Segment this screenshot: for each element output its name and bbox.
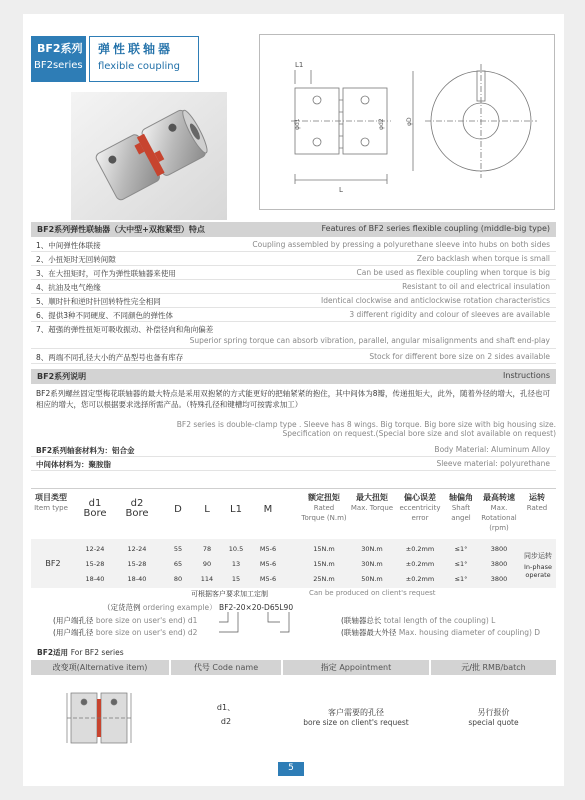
feature-en: Resistant to oil and electrical insulation [402, 282, 550, 291]
feature-cn: 3、在大扭矩时，可作为弹性联轴器来使用 [36, 269, 176, 278]
alt-header-item [31, 660, 169, 675]
operation-cn: 同步运转 [524, 552, 552, 560]
series-cn: BF2系列 [37, 42, 83, 55]
cell-d1: 12-24 [85, 545, 105, 553]
series-badge [31, 36, 86, 82]
alt-header-cn: 改变项 [52, 663, 77, 672]
cell-L: 78 [202, 545, 212, 553]
col-header-rated-torque [301, 493, 347, 523]
alt-header-cn: 指定 [320, 663, 337, 672]
catalog-page [23, 14, 564, 786]
dim-d2-label: φd2 [378, 118, 385, 130]
alt-cell-appointment [283, 675, 429, 760]
ordering-cn: （定货范例 [103, 603, 141, 612]
instructions-bar [31, 369, 556, 384]
cell-L: 114 [200, 575, 214, 583]
ordering-D-cn: (联轴器最大外径 [341, 628, 397, 637]
cell-M: M5-6 [259, 575, 277, 583]
feature-item [31, 239, 556, 252]
cell-D: 65 [173, 560, 183, 568]
feature-cn: 5、顺时针和逆时针回转特性完全相同 [36, 297, 161, 306]
header-en: Rated Torque (N.m) [301, 504, 347, 522]
operation-en: In-phase operate [524, 563, 552, 579]
cell-max-torque: 50N.m [361, 575, 383, 583]
ordering-example [103, 602, 293, 613]
alt-cell-price [431, 675, 556, 760]
feature-item [31, 281, 556, 294]
col-header-L: L [204, 504, 210, 515]
col-header-d2: d2 Bore [125, 498, 149, 519]
custom-note-cn: 可根据客户要求加工定制 [191, 590, 268, 598]
alt-header-appointment [283, 660, 429, 675]
header-en: Rated [526, 504, 548, 512]
feature-en: Can be used as flexible coupling when torque is big [356, 268, 550, 277]
technical-drawing [259, 34, 555, 210]
cell-D: 80 [173, 575, 183, 583]
alt-header-price [431, 660, 556, 675]
cell-rated-torque: 25N.m [313, 575, 335, 583]
col-header-L1: L1 [230, 504, 242, 515]
spec-table [31, 488, 556, 598]
dim-d1-label: φd1 [294, 118, 301, 130]
ordering-D-en: Max. housing diameter of coupling) D [398, 628, 541, 637]
feature-cn: 4、抗油及电气绝缘 [36, 283, 101, 292]
appoint-cn: 客户需要的孔径 [328, 708, 384, 717]
appoint-en: bore size on client's request [303, 718, 409, 727]
ordering-d2-cn: (用户端孔径 [53, 628, 94, 637]
ordering-en: ordering example） [142, 603, 217, 612]
header-en: Shaft angel [451, 504, 471, 522]
col-header-eccentricity [395, 493, 445, 523]
features-title-en: Features of BF2 series flexible coupling (middle-big type) [321, 224, 550, 233]
features-bar [31, 222, 556, 237]
product-name-cn: 弹性联轴器 [98, 42, 174, 56]
feature-item [31, 295, 556, 308]
cell-max-rpm: 3800 [490, 575, 508, 583]
cell-L1: 10.5 [228, 545, 244, 553]
hub-material-en: Body Material: Aluminum Alloy [434, 445, 550, 454]
header-cn: 运转 [529, 493, 545, 502]
header-cn: 额定扭矩 [308, 493, 340, 502]
series-en: BF2series [34, 60, 83, 71]
feature-item [31, 323, 556, 349]
cell-shaft-angel: ≤1° [454, 575, 468, 583]
alt-coupling-drawing [31, 675, 169, 760]
cell-eccentricity: ±0.2mm [405, 575, 435, 583]
header-en: Item type [34, 504, 68, 512]
alt-cell-code: d1、 d2 [216, 703, 236, 726]
col-header-shaft-angel [443, 493, 479, 523]
product-name-en: flexible coupling [98, 61, 180, 72]
header-cn: 偏心误差 [404, 493, 436, 502]
cell-M: M5-6 [259, 560, 277, 568]
feature-item [31, 309, 556, 322]
cell-eccentricity: ±0.2mm [405, 560, 435, 568]
ordering-L [341, 615, 495, 626]
feature-en: Superior spring torque can absorb vibration, parallel, angular misalignments and shaft end-play [189, 336, 550, 345]
ordering-d1 [53, 615, 197, 626]
alt-header-cn: 代号 [193, 663, 210, 672]
alt-cell-image [31, 675, 169, 760]
header-cn: 最大扭矩 [356, 493, 388, 502]
feature-cn: 2、小扭矩时无回转间隙 [36, 255, 116, 264]
alt-header-code [171, 660, 281, 675]
alt-header-en: Appointment [339, 663, 392, 672]
col-header-D: D [174, 504, 182, 515]
cell-shaft-angel: ≤1° [454, 545, 468, 553]
feature-item [31, 267, 556, 280]
header-en: Max. Torque [350, 504, 394, 512]
ordering-code: BF2-20×20-D65L90 [219, 603, 294, 612]
cell-L1: 13 [231, 560, 241, 568]
ordering-d2 [53, 627, 197, 638]
cell-d1: 15-28 [85, 560, 105, 568]
sleeve-material [31, 458, 556, 471]
alternative-table [31, 660, 556, 760]
features-title-cn: BF2系列弹性联轴器（大中型+双抱紧型）特点 [37, 225, 205, 234]
feature-en: Zero backlash when torque is small [416, 254, 550, 263]
cell-d2: 15-28 [127, 560, 147, 568]
price-cn: 另行报价 [477, 708, 510, 717]
cell-d1: 18-40 [85, 575, 105, 583]
cell-d2: 12-24 [127, 545, 147, 553]
dim-L-label: L [339, 186, 343, 194]
product-name-box [89, 36, 199, 82]
alt-header-en: RMB/batch [482, 663, 526, 672]
instructions-text-en-2: Specification on request.(Special bore size and slot available on request) [282, 429, 556, 438]
feature-en: Stock for different bore size on 2 sides available [369, 352, 550, 361]
alt-header-cn: 元/批 [461, 663, 480, 672]
cell-shaft-angel: ≤1° [454, 560, 468, 568]
sleeve-material-en: Sleeve material: polyurethane [436, 459, 550, 468]
bf2-for-cn: BF2适用 [37, 648, 69, 657]
instructions-text-cn: BF2系列螺丝固定型梅花联轴器的最大特点是采用双抱紧的方式能更好的把轴紧紧的抱住，其中间体为8瓣，传递扭矩大，此外，随着外径的增大，孔径也可相应的增大，您可以根据要求选择所需产品。（特殊孔径和键槽均可按需求加工） [36, 389, 550, 409]
cell-max-rpm: 3800 [490, 545, 508, 553]
cell-max-rpm: 3800 [490, 560, 508, 568]
dim-l1-label: L1 [295, 61, 304, 69]
feature-item [31, 253, 556, 266]
page-number: 5 [278, 762, 304, 776]
dim-D-label: φD [406, 117, 413, 126]
feature-cn: 1、中间弹性体联接 [36, 241, 101, 250]
feature-en: Identical clockwise and anticlockwise rotation characteristics [321, 296, 550, 305]
col-header-item-type [31, 493, 71, 513]
alt-header-en: (Alternative item) [76, 663, 148, 672]
feature-cn: 7、超强的弹性扭矩可吸收振动、补偿径向和角向偏差 [36, 325, 214, 334]
ordering-d1-cn: (用户端孔径 [53, 616, 94, 625]
cell-eccentricity: ±0.2mm [405, 545, 435, 553]
col-header-max-rpm [477, 493, 521, 533]
ordering-d1-en: bore size on user's end) d1 [95, 616, 198, 625]
bf2-for-en: For BF2 series [70, 648, 124, 657]
col-header-M: M [263, 504, 273, 515]
cell-max-torque: 30N.m [361, 545, 383, 553]
instructions-text-en-1: BF2 series is double-clamp type . Sleeve has 8 wings. Big torque. Big bore size with big housing size. [176, 420, 556, 429]
sleeve-material-cn: 中间体材料为：聚胺脂 [36, 460, 111, 469]
feature-en: 3 different rigidity and colour of sleeves are available [349, 310, 550, 319]
header-en: eccentricity error [399, 504, 441, 522]
cell-D: 55 [173, 545, 183, 553]
custom-note-en: Can be produced on client's request [309, 589, 436, 597]
cell-L1: 15 [231, 575, 241, 583]
cell-rated-torque: 15N.m [313, 560, 335, 568]
coupling-photo [71, 92, 227, 220]
ordering-d2-en: bore size on user's end) d2 [95, 628, 198, 637]
cell-d2: 18-40 [127, 575, 147, 583]
col-header-max-torque [349, 493, 395, 513]
ordering-L-cn: (联轴器总长 [341, 616, 382, 625]
hub-material [31, 444, 556, 457]
feature-item [31, 351, 556, 364]
hub-material-cn: BF2系列轴套材料为：铝合金 [36, 446, 135, 455]
instructions-title-en: Instructions [503, 371, 550, 380]
header-cn: 项目类型 [35, 493, 67, 502]
header-cn: 轴偏角 [449, 493, 473, 502]
ordering-L-en: total length of the coupling) L [383, 616, 496, 625]
feature-cn: 6、提供3种不同硬度、不同颜色的弹性体 [36, 311, 174, 320]
col-header-d1: d1 Bore [83, 498, 107, 519]
bf2-for-title [37, 647, 124, 658]
type-label: BF2 [45, 559, 61, 568]
custom-note [31, 589, 556, 599]
cell-rated-torque: 15N.m [313, 545, 335, 553]
header-cn: 最高转速 [483, 493, 515, 502]
col-header-rated [519, 493, 555, 513]
feature-en: Coupling assembled by pressing a polyurethane sleeve into hubs on both sides [252, 240, 550, 249]
cell-max-torque: 30N.m [361, 560, 383, 568]
feature-cn: 8、两端不同孔径大小的产品型号也备有库存 [36, 353, 184, 362]
cell-L: 90 [202, 560, 212, 568]
price-en: special quote [468, 718, 519, 727]
ordering-D [341, 627, 540, 638]
cell-M: M5-6 [259, 545, 277, 553]
alt-header-en: Code name [212, 663, 259, 672]
instructions-title-cn: BF2系列说明 [37, 372, 87, 381]
header-en: Max. Rotational (rpm) [481, 504, 517, 532]
